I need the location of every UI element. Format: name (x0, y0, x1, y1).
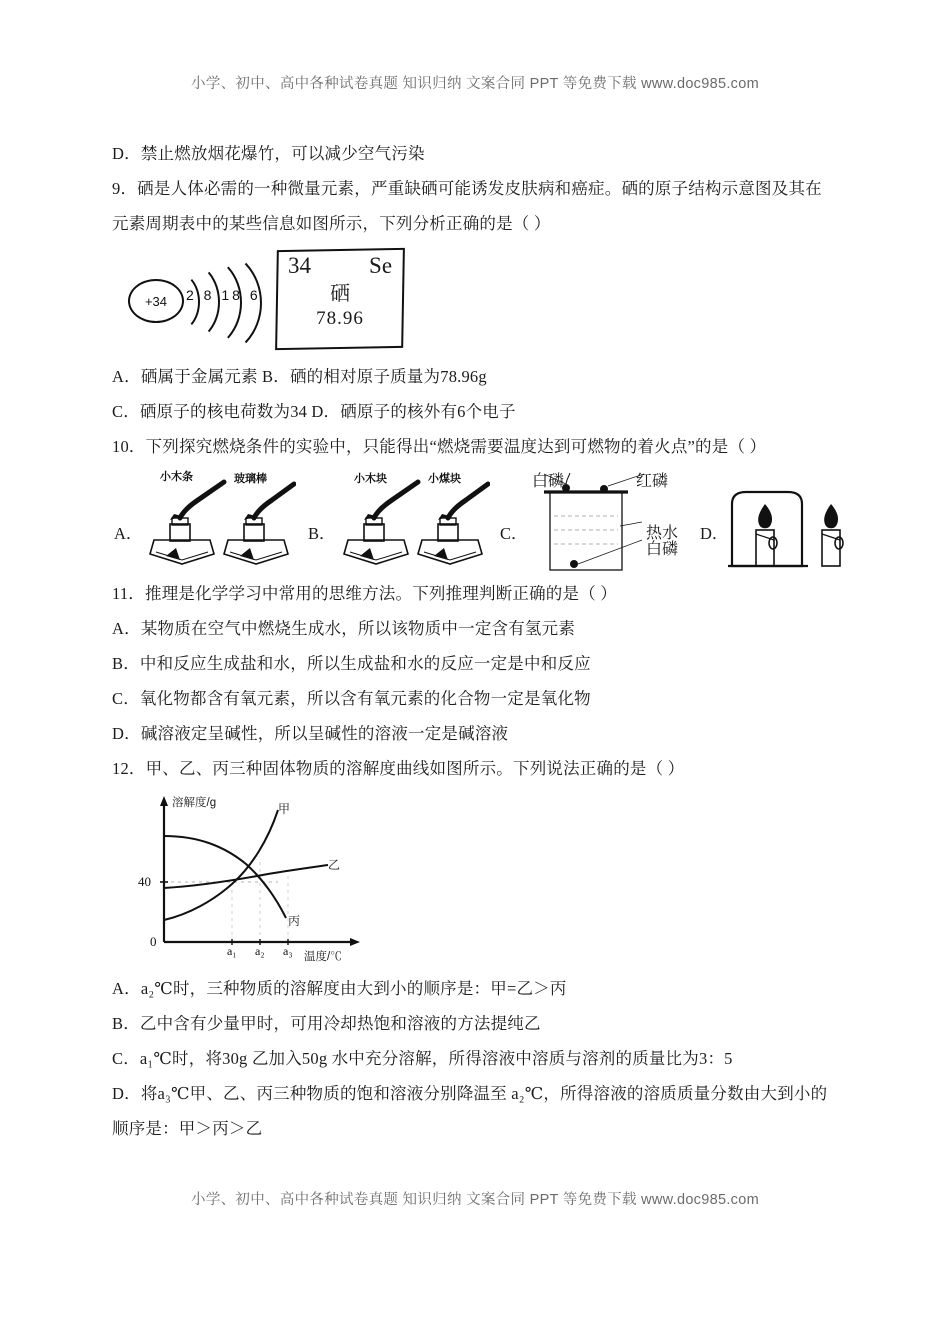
label-b-2: 小煤块 (428, 473, 461, 485)
question-11-option-a: A．某物质在空气中燃烧生成水，所以该物质中一定含有氢元素 (112, 619, 576, 638)
label-c-2: 红磷 (636, 473, 669, 490)
element-atomic-number: 34 (287, 253, 311, 279)
curve-label-bing: 丙 (288, 914, 301, 928)
y-axis-label: 溶解度/g (172, 797, 217, 809)
question-12-figure (112, 792, 852, 967)
watermark-header: 小学、初中、高中各种试卷真题 知识归纳 文案合同 PPT 等免费下载 www.doc985.com (191, 76, 759, 92)
question-9-stem-line1: 9．硒是人体必需的一种微量元素，严重缺硒可能诱发皮肤病和癌症。硒的原子结构示意图及其在 (112, 179, 822, 198)
x-tick-a3: a₃ (283, 944, 293, 958)
question-12-option-b: B．乙中含有少量甲时，可用冷却热饱和溶液的方法提纯乙 (112, 1014, 541, 1033)
curve-label-yi: 乙 (328, 858, 341, 872)
question-11-option-b: B．中和反应生成盐和水，所以生成盐和水的反应一定是中和反应 (112, 654, 591, 673)
solubility-chart-svg (128, 792, 378, 964)
element-chinese-name: 硒 (329, 283, 351, 305)
curve-label-jia: 甲 (278, 802, 291, 816)
label-a-2: 玻璃棒 (234, 473, 267, 485)
previous-option-d: D．禁止燃放烟花爆竹，可以减少空气污染 (112, 144, 425, 163)
question-12-stem: 12．甲、乙、丙三种固体物质的溶解度曲线如图所示。下列说法正确的是（ ） (112, 759, 685, 778)
option-a-letter: A． (114, 524, 143, 543)
question-11 (112, 576, 852, 751)
question-12-option-a: A．a₂℃时，三种物质的溶解度由大到小的顺序是：甲=乙＞丙 (112, 979, 567, 998)
question-9-figure (112, 247, 852, 355)
label-c-1: 白磷 (532, 473, 565, 490)
question-12-option-d-line2: 顺序是：甲＞丙＞乙 (112, 1119, 263, 1138)
y-tick-40: 40 (138, 874, 151, 889)
option-b-letter: B． (308, 524, 336, 543)
shell-electron-counts: 2 8 18 6 (186, 287, 261, 303)
question-11-option-c: C．氧化物都含有氧元素，所以含有氧元素的化合物一定是氧化物 (112, 689, 591, 708)
y-tick-0: 0 (150, 934, 157, 949)
question-11-stem: 11．推理是化学学习中常用的思维方法。下列推理判断正确的是（ ） (112, 584, 617, 603)
atom-structure-diagram (124, 247, 424, 355)
label-a-1: 小木条 (160, 471, 193, 483)
question-9-stem-line2: 元素周期表中的某些信息如图所示，下列分析正确的是（ ） (112, 214, 551, 233)
label-c-3: 热水 (646, 525, 679, 542)
question-10 (112, 429, 852, 574)
solubility-curve-chart (128, 792, 378, 964)
document-content (112, 136, 852, 1146)
element-atomic-mass: 78.96 (316, 307, 364, 329)
option-c-letter: C． (500, 524, 528, 543)
question-10-figure (112, 468, 852, 574)
question-12 (112, 751, 852, 1146)
question-9-options-line1: A．硒属于金属元素 B．硒的相对原子质量为78.96g (112, 367, 487, 386)
question-9 (112, 171, 852, 429)
electron-shell-4 (158, 247, 262, 359)
watermark-footer: 小学、初中、高中各种试卷真题 知识归纳 文案合同 PPT 等免费下载 www.doc985.com (191, 1192, 759, 1208)
option-d-letter: D． (700, 524, 729, 543)
experiment-d-illustration (726, 474, 854, 574)
x-tick-a1: a₁ (227, 944, 237, 958)
question-9-options-line2: C．硒原子的核电荷数为34 D．硒原子的核外有6个电子 (112, 402, 516, 421)
nucleus-charge: +34 (128, 279, 184, 323)
periodic-table-cell (275, 248, 405, 350)
question-10-stem: 10．下列探究燃烧条件的实验中，只能得出“燃烧需要温度达到可燃物的着火点”的是（ ） (112, 437, 767, 456)
x-tick-a2: a₂ (255, 944, 265, 958)
question-11-option-d: D．碱溶液定呈碱性，所以呈碱性的溶液一定是碱溶液 (112, 724, 509, 743)
question-12-option-c: C．a₁℃时，将30g 乙加入50g 水中充分溶解，所得溶液中溶质与溶剂的质量比为3：5 (112, 1049, 733, 1068)
element-symbol: Se (369, 253, 393, 279)
label-c-4: 白磷 (646, 541, 679, 558)
x-axis-label: 温度/℃ (304, 951, 342, 963)
question-12-option-d-line1: D．将a₃℃甲、乙、丙三种物质的饱和溶液分别降温至 a₂℃，所得溶液的溶质质量分数由大到小的 (112, 1084, 828, 1103)
label-b-1: 小木块 (354, 473, 387, 485)
